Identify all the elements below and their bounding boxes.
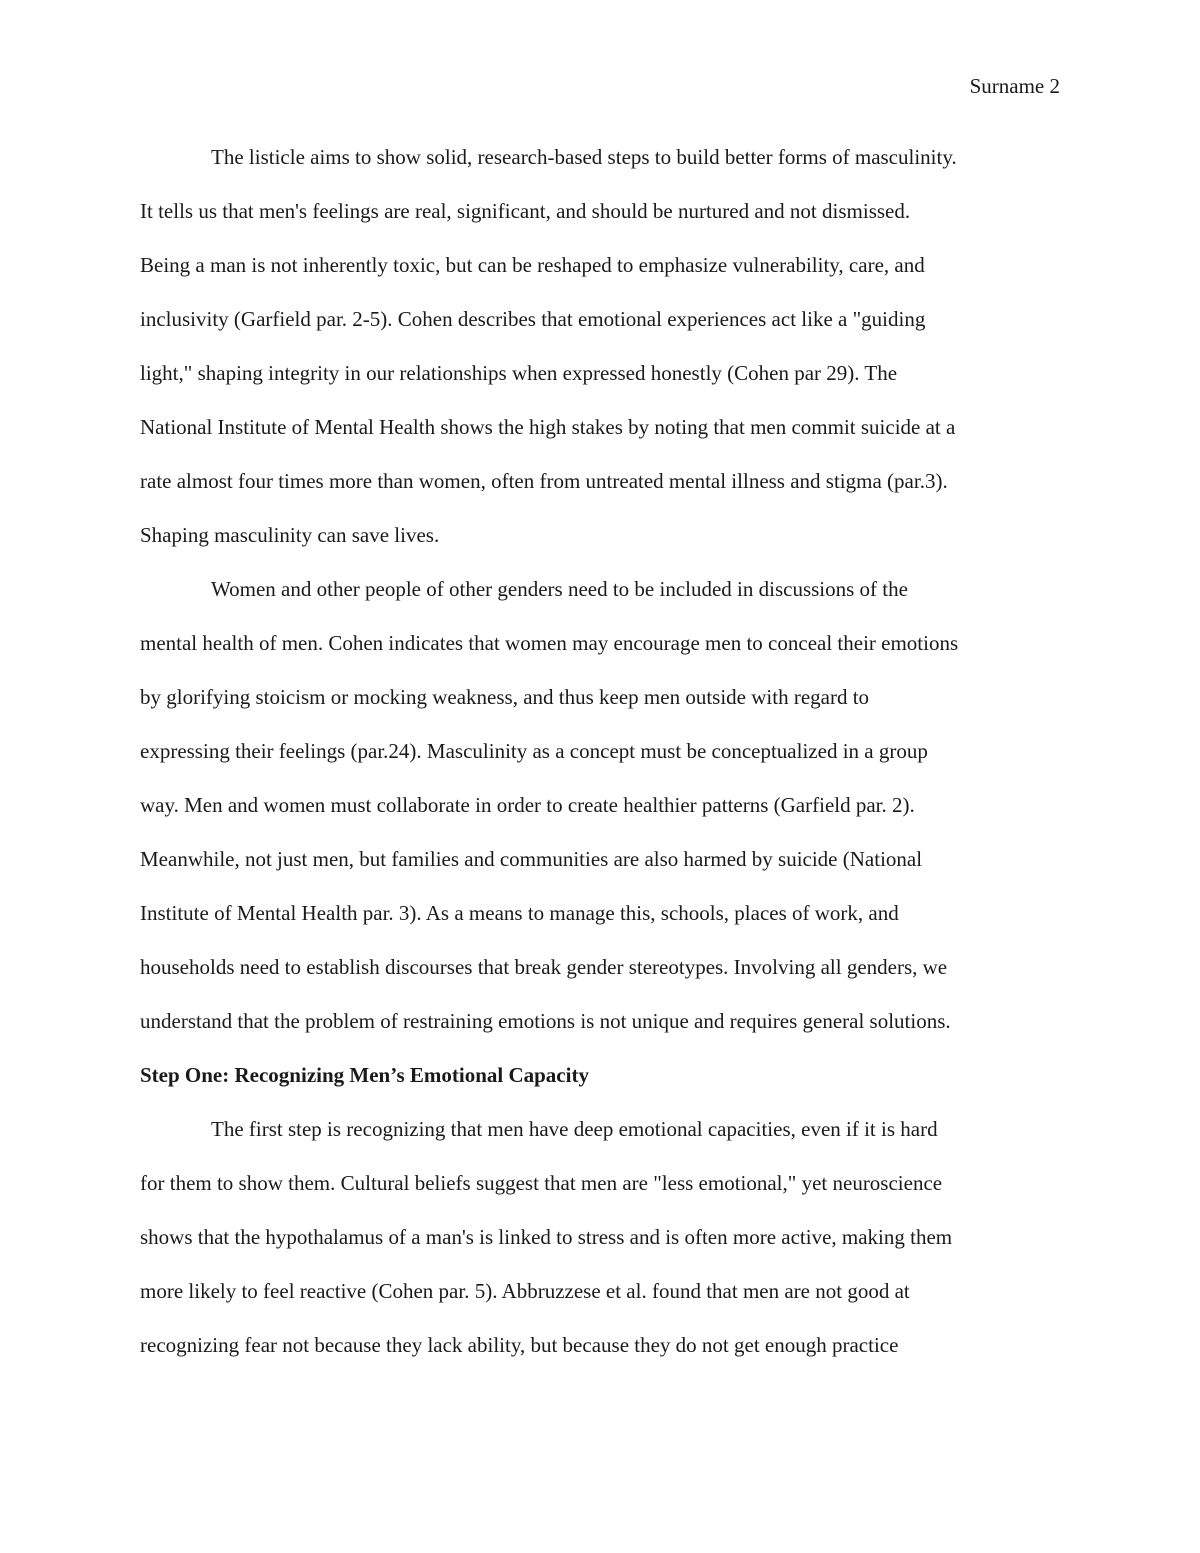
paragraph-2-line: expressing their feelings (par.24). Masculinity as a concept must be conceptualized in a group — [140, 739, 928, 763]
paragraph-1-line: inclusivity (Garfield par. 2-5). Cohen describes that emotional experiences act like a "guiding — [140, 307, 926, 331]
paragraph-1-line: light," shaping integrity in our relationships when expressed honestly (Cohen par 29). The — [140, 361, 898, 385]
paragraph-1-line: National Institute of Mental Health shows the high stakes by noting that men commit suicide at a — [140, 415, 956, 439]
paragraph-2-line: mental health of men. Cohen indicates that women may encourage men to conceal their emotions — [140, 631, 959, 655]
paragraph-1-line: The listicle aims to show solid, research-based steps to build better forms of masculinity. — [211, 145, 957, 169]
paragraph-2-line: understand that the problem of restraining emotions is not unique and requires general solutions. — [140, 1009, 951, 1033]
section-heading: Step One: Recognizing Men’s Emotional Capacity — [140, 1063, 589, 1087]
paragraph-2-line: way. Men and women must collaborate in order to create healthier patterns (Garfield par. 2). — [140, 793, 915, 817]
paragraph-3-line: shows that the hypothalamus of a man's is linked to stress and is often more active, making them — [140, 1225, 953, 1249]
paragraph-3-line: more likely to feel reactive (Cohen par. 5). Abbruzzese et al. found that men are not good at — [140, 1279, 910, 1303]
paragraph-3-line: for them to show them. Cultural beliefs suggest that men are "less emotional," yet neuroscience — [140, 1171, 943, 1195]
paragraph-2-line: households need to establish discourses that break gender stereotypes. Involving all genders, we — [140, 955, 948, 979]
paragraph-1-line: Being a man is not inherently toxic, but can be reshaped to emphasize vulnerability, care, and — [140, 253, 925, 277]
paragraph-2-line: Institute of Mental Health par. 3). As a means to manage this, schools, places of work, and — [140, 901, 899, 925]
paragraph-3-line: The first step is recognizing that men have deep emotional capacities, even if it is hard — [211, 1117, 938, 1141]
running-head: Surname 2 — [969, 74, 1060, 98]
paragraph-3-line: recognizing fear not because they lack ability, but because they do not get enough practice — [140, 1333, 899, 1357]
paragraph-2-line: Meanwhile, not just men, but families and communities are also harmed by suicide (National — [140, 847, 923, 871]
paragraph-1-line: It tells us that men's feelings are real, significant, and should be nurtured and not dismissed. — [140, 199, 911, 223]
paragraph-2-line: Women and other people of other genders need to be included in discussions of the — [211, 577, 908, 601]
paragraph-2-line: by glorifying stoicism or mocking weakness, and thus keep men outside with regard to — [140, 685, 870, 709]
document-body — [140, 130, 1060, 1372]
paragraph-1-line: Shaping masculinity can save lives. — [140, 523, 440, 547]
paragraph-1-line: rate almost four times more than women, often from untreated mental illness and stigma (par.3). — [140, 469, 948, 493]
